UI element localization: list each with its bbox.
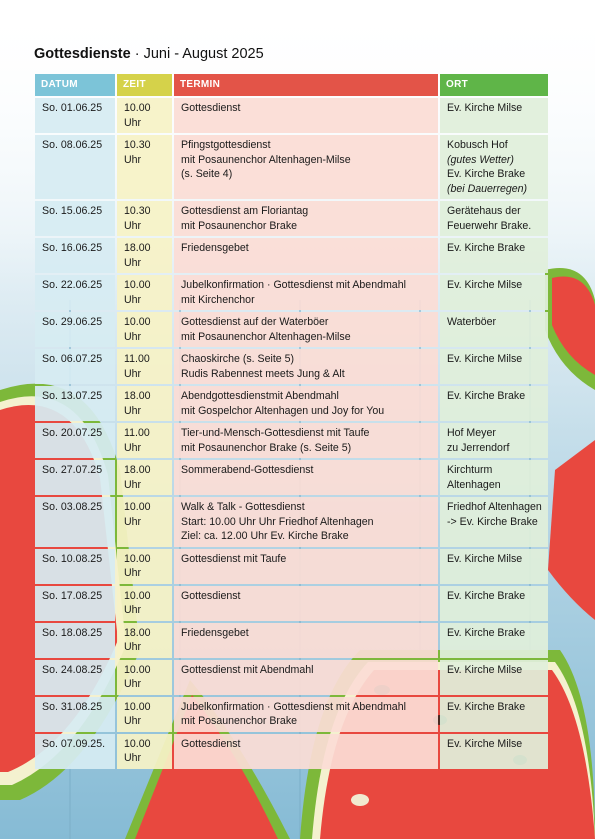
event-line: mit Kirchenchor [181, 293, 255, 306]
location-cell [440, 98, 548, 133]
event-cell [174, 586, 438, 621]
event-line: mit Posaunenchor Altenhagen-Milse [181, 330, 351, 343]
time-cell: 10.00 Uhr [117, 549, 172, 584]
event-cell [174, 349, 438, 384]
table-row [35, 386, 548, 421]
event-line: mit Posaunenchor Brake [181, 715, 298, 727]
location-line: Ev. Kirche Milse [447, 102, 523, 114]
location-cell [440, 697, 548, 732]
location-cell [440, 275, 548, 310]
event-cell [174, 734, 438, 769]
event-line: mit Gospelchor Altenhagen und Joy for You [181, 404, 385, 417]
table-row [35, 201, 548, 236]
time-cell: 11.00 Uhr [117, 423, 172, 458]
table-row [35, 549, 548, 584]
table-row [35, 734, 548, 769]
location-line: Ev. Kirche Brake [447, 589, 526, 602]
event-line: Ziel: ca. 12.00 Uhr Ev. Kirche Brake [181, 530, 349, 542]
location-line: Altenhagen [447, 478, 501, 491]
event-line: Gottesdienst am Floriantag [181, 205, 309, 217]
title-bold: Gottesdienste [34, 46, 131, 62]
date-cell: So. 24.08.25 [35, 660, 115, 695]
date-cell: So. 13.07.25 [35, 386, 115, 421]
time-cell: 18.00 Uhr [117, 460, 172, 495]
event-line: Gottesdienst mit Taufe [181, 552, 287, 565]
event-cell [174, 660, 438, 695]
date-cell: So. 29.06.25 [35, 312, 115, 347]
location-line: Ev. Kirche Milse [447, 552, 523, 565]
event-cell [174, 312, 438, 347]
location-line: Ev. Kirche Milse [447, 279, 523, 291]
location-line: Ev. Kirche Brake [447, 626, 526, 639]
location-line: Ev. Kirche Brake [447, 390, 526, 402]
event-line: Rudis Rabennest meets Jung & Alt [181, 367, 345, 380]
table-row [35, 275, 548, 310]
event-cell [174, 623, 438, 658]
time-cell: 18.00 Uhr [117, 623, 172, 658]
event-cell [174, 460, 438, 495]
date-cell: So. 20.07.25 [35, 423, 115, 458]
location-line: Gerätehaus der [447, 205, 521, 217]
location-line: Waterböer [447, 316, 497, 328]
location-line: Friedhof Altenhagen [447, 501, 542, 513]
location-cell [440, 201, 548, 236]
location-line: Feuerwehr Brake. [447, 219, 532, 232]
location-line: Ev. Kirche Brake [447, 168, 526, 180]
location-note: (gutes Wetter) [447, 153, 514, 166]
location-line: Ev. Kirche Brake [447, 242, 526, 254]
event-line: Start: 10.00 Uhr Uhr Friedhof Altenhagen [181, 515, 374, 528]
location-cell [440, 549, 548, 584]
header-ort: ORT [440, 74, 548, 96]
table-row [35, 98, 548, 133]
location-line: Hof Meyer [447, 427, 496, 439]
location-cell [440, 623, 548, 658]
event-line: Jubelkonfirmation · Gottesdienst mit Abendmahl [181, 279, 406, 291]
date-cell: So. 31.08.25 [35, 697, 115, 732]
date-cell: So. 18.08.25 [35, 623, 115, 658]
header-datum: DATUM [35, 74, 115, 96]
time-cell: 10.00 Uhr [117, 734, 172, 769]
event-line: mit Posaunenchor Brake [181, 219, 298, 232]
time-cell: 10.30 Uhr [117, 201, 172, 236]
location-cell [440, 660, 548, 695]
location-cell [440, 135, 548, 199]
location-cell [440, 238, 548, 273]
event-line: Gottesdienst [181, 102, 241, 114]
event-line: Abendgottesdienstmit Abendmahl [181, 390, 339, 402]
event-line: Friedensgebet [181, 242, 249, 254]
event-line: Jubelkonfirmation · Gottesdienst mit Abendmahl [181, 700, 406, 713]
table-row [35, 660, 548, 695]
location-line: -> Ev. Kirche Brake [447, 515, 538, 528]
event-line: Tier-und-Mensch-Gottesdienst mit Taufe [181, 427, 370, 439]
services-table [33, 72, 550, 771]
event-line: Gottesdienst auf der Waterböer [181, 316, 329, 328]
location-line: Kirchturm [447, 464, 493, 476]
location-line: zu Jerrendorf [447, 441, 510, 454]
table-row [35, 586, 548, 621]
time-cell: 10.00 Uhr [117, 98, 172, 133]
table-header-row [35, 74, 548, 96]
time-cell: 10.30 Uhr [117, 135, 172, 199]
date-cell: So. 06.07.25 [35, 349, 115, 384]
table-row [35, 460, 548, 495]
event-cell [174, 135, 438, 199]
event-line: mit Posaunenchor Altenhagen-Milse [181, 153, 351, 166]
event-line: Chaoskirche (s. Seite 5) [181, 353, 295, 365]
date-cell: So. 01.06.25 [35, 98, 115, 133]
time-cell: 10.00 Uhr [117, 697, 172, 732]
date-cell: So. 22.06.25 [35, 275, 115, 310]
location-cell [440, 734, 548, 769]
date-cell: So. 15.06.25 [35, 201, 115, 236]
location-note: (bei Dauerregen) [447, 182, 528, 195]
table-row [35, 349, 548, 384]
date-cell: So. 17.08.25 [35, 586, 115, 621]
location-cell [440, 460, 548, 495]
time-cell: 10.00 Uhr [117, 312, 172, 347]
event-cell [174, 497, 438, 547]
time-cell: 10.00 Uhr [117, 275, 172, 310]
time-cell: 11.00 Uhr [117, 349, 172, 384]
date-cell: So. 08.06.25 [35, 135, 115, 199]
event-line: Sommerabend-Gottesdienst [181, 464, 314, 476]
table-row [35, 423, 548, 458]
location-line: Ev. Kirche Milse [447, 663, 523, 676]
event-line: Pfingstgottesdienst [181, 139, 271, 151]
time-cell: 10.00 Uhr [117, 586, 172, 621]
location-cell [440, 312, 548, 347]
location-cell [440, 497, 548, 547]
location-cell [440, 423, 548, 458]
header-zeit: ZEIT [117, 74, 172, 96]
event-cell [174, 201, 438, 236]
title-rest: · Juni - August 2025 [130, 46, 264, 62]
event-line: Gottesdienst [181, 737, 241, 750]
location-cell [440, 586, 548, 621]
date-cell: So. 16.06.25 [35, 238, 115, 273]
event-cell [174, 275, 438, 310]
location-line: Ev. Kirche Brake [447, 700, 526, 713]
event-line: Gottesdienst mit Abendmahl [181, 663, 314, 676]
location-cell [440, 386, 548, 421]
location-line: Ev. Kirche Milse [447, 353, 523, 365]
event-cell [174, 549, 438, 584]
table-row [35, 312, 548, 347]
time-cell: 18.00 Uhr [117, 386, 172, 421]
event-cell [174, 238, 438, 273]
table-row [35, 623, 548, 658]
location-cell [440, 349, 548, 384]
time-cell: 10.00 Uhr [117, 660, 172, 695]
event-cell [174, 697, 438, 732]
date-cell: So. 03.08.25 [35, 497, 115, 547]
event-cell [174, 423, 438, 458]
event-cell [174, 386, 438, 421]
table-row [35, 697, 548, 732]
date-cell: So. 10.08.25 [35, 549, 115, 584]
date-cell: So. 27.07.25 [35, 460, 115, 495]
table-row [35, 497, 548, 547]
location-line: Kobusch Hof [447, 139, 508, 151]
page-title [34, 46, 264, 62]
table-row [35, 135, 548, 199]
time-cell: 18.00 Uhr [117, 238, 172, 273]
event-line: Gottesdienst [181, 589, 241, 602]
time-cell: 10.00 Uhr [117, 497, 172, 547]
header-termin: TERMIN [174, 74, 438, 96]
event-line: mit Posaunenchor Brake (s. Seite 5) [181, 441, 352, 454]
event-line: (s. Seite 4) [181, 168, 233, 180]
event-line: Friedensgebet [181, 626, 249, 639]
table-row [35, 238, 548, 273]
date-cell: So. 07.09.25. [35, 734, 115, 769]
event-cell [174, 98, 438, 133]
event-line: Walk & Talk - Gottesdienst [181, 501, 305, 513]
table-body [35, 98, 548, 769]
location-line: Ev. Kirche Milse [447, 737, 523, 750]
